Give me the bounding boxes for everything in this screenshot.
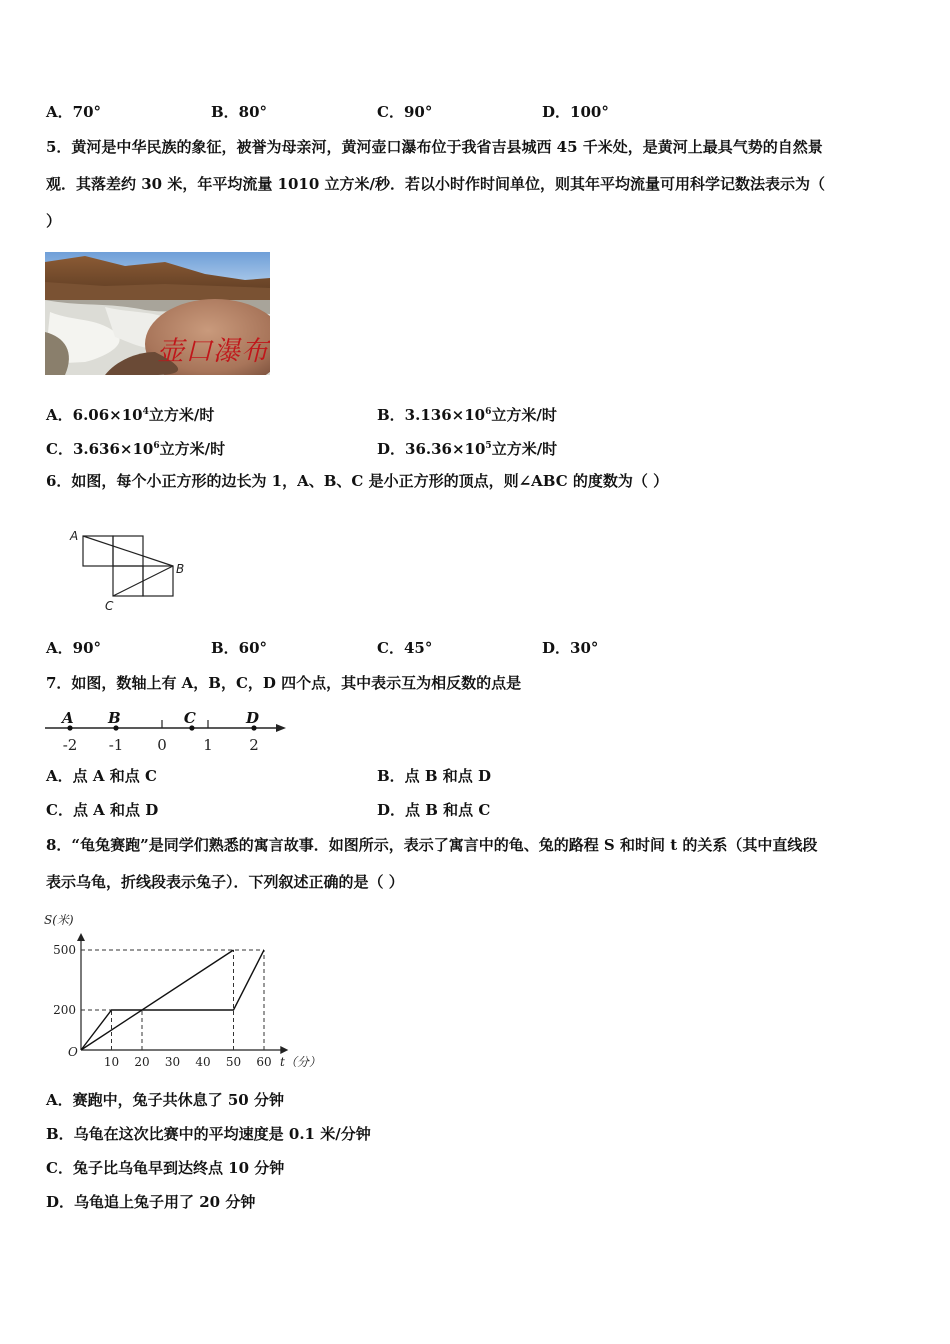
tick-label-2: 0	[157, 736, 167, 754]
q6-option-d: D．30°	[542, 639, 599, 657]
series-line-1	[81, 950, 264, 1050]
q8-stem-line1: 8．“龟兔赛跑”是同学们熟悉的寓言故事．如图所示，表示了寓言中的龟、兔的路程 S 和时间 t 的关系（其中直线段	[46, 836, 818, 854]
q8-option-c: C．兔子比乌龟早到达终点 10 分钟	[46, 1159, 285, 1177]
point-a-label: A	[70, 529, 79, 543]
x-tick-label-2: 30	[164, 1055, 181, 1069]
q5-stem-line1: 5．黄河是中华民族的象征，被誉为母亲河，黄河壶口瀑布位于我省吉县城西 45 千米处，是黄河上最具气势的自然景	[46, 138, 823, 156]
point-b-label: B	[108, 709, 121, 727]
q6-grid-figure	[66, 526, 196, 616]
q5-option-a: A．$6.06\times 10^4$立方米/时	[46, 406, 215, 424]
y-tick-label-0: 200	[53, 1003, 76, 1017]
q7-stem: 7．如图，数轴上有 A，B，C，D 四个点，其中表示互为相反数的点是	[46, 674, 522, 692]
tick-label-0: -2	[62, 736, 78, 754]
x-tick-label-3: 40	[195, 1055, 211, 1069]
q8-chart	[40, 908, 330, 1078]
tick-label-3: 1	[203, 736, 213, 754]
hukou-waterfall-photo	[45, 252, 270, 375]
x-tick-label-0: 10	[103, 1055, 120, 1069]
q8-stem-line2: 表示乌龟，折线段表示兔子）．下列叙述正确的是（ ）	[46, 873, 404, 891]
q8-option-d: D．乌龟追上兔子用了 20 分钟	[46, 1193, 256, 1211]
q5-stem-line2: 观．其落差约 30 米，年平均流量 1010 立方米/秒．若以小时作时间单位，则其年平均流量可用科学记数法表示为（	[46, 175, 825, 193]
q6-option-a: A．90°	[46, 639, 102, 657]
photo-inscription: 壶口瀑布	[157, 336, 269, 367]
q4-option-d: D．100°	[542, 103, 609, 121]
x-tick-label-1: 20	[134, 1055, 150, 1069]
q4-option-b: B．80°	[211, 103, 268, 121]
q5-stem-line3: ）	[46, 212, 62, 230]
point-b-label: B	[176, 562, 185, 576]
point-d-label: D	[246, 709, 260, 727]
x-tick-label-5: 60	[256, 1055, 272, 1069]
q8-option-b: B．乌龟在这次比赛中的平均速度是 0.1 米/分钟	[46, 1125, 371, 1143]
tick-label-4: 2	[249, 736, 259, 754]
q8-option-a: A．赛跑中，兔子共休息了 50 分钟	[46, 1091, 284, 1109]
x-axis-label: t（分）	[280, 1055, 321, 1069]
q6-stem: 6．如图，每个小正方形的边长为 1，A、B、C 是小正方形的顶点，则∠ABC 的度数为（ ）	[46, 472, 669, 490]
q7-option-c: C．点 A 和点 D	[46, 801, 159, 819]
q6-option-c: C．45°	[377, 639, 433, 657]
q7-option-a: A．点 A 和点 C	[46, 767, 157, 785]
q6-option-b: B．60°	[211, 639, 268, 657]
q7-number-line	[40, 702, 300, 757]
y-axis-label: S(米)	[44, 913, 74, 927]
x-axis-arrow-icon	[280, 1046, 288, 1054]
y-tick-label-1: 500	[53, 943, 76, 957]
tick-label-1: -1	[108, 736, 124, 754]
origin-label: O	[68, 1045, 78, 1059]
point-c-label: C	[105, 599, 114, 613]
q5-option-b: B．$3.136\times 10^6$立方米/时	[377, 406, 557, 424]
q7-option-d: D．点 B 和点 C	[377, 801, 491, 819]
x-tick-label-4: 50	[225, 1055, 242, 1069]
number-line-arrow-icon	[276, 724, 286, 732]
q5-option-c: C．$3.636\times 10^6$立方米/时	[46, 440, 226, 458]
q4-option-c: C．90°	[377, 103, 433, 121]
point-a-label: A	[62, 709, 74, 727]
q7-option-b: B．点 B 和点 D	[377, 767, 492, 785]
series-line-0	[81, 950, 234, 1050]
point-c-label: C	[183, 709, 196, 727]
q4-option-a: A．70°	[46, 103, 102, 121]
q5-option-d: D．$36.36\times 10^5$立方米/时	[377, 440, 558, 458]
y-axis-arrow-icon	[77, 933, 85, 941]
